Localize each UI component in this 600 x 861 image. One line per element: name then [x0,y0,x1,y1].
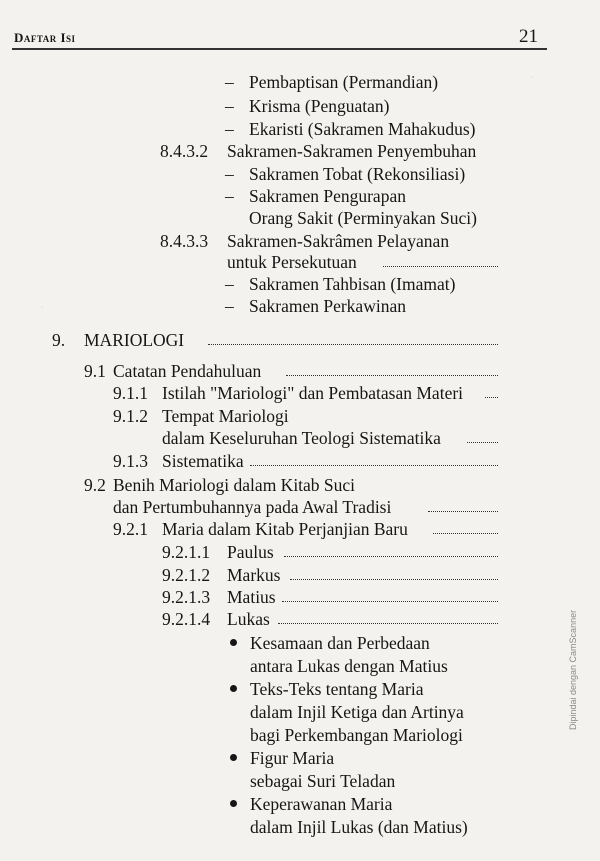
entry-number: 9.2 [84,475,106,495]
entry-text: Keperawanan Maria [250,794,393,814]
entry-text: MARIOLOGI [84,330,185,350]
dot-leader [278,623,498,624]
dot-leader [485,397,498,398]
entry-number: 9.2.1 [113,519,148,539]
entry-text: dalam Injil Ketiga dan Artinya [250,702,464,722]
dash-marker: – [225,274,234,294]
entry-number: 9.1.2 [113,406,148,426]
dot-leader [284,556,498,557]
dash-marker: – [225,186,234,206]
entry-text: Pembaptisan (Permandian) [249,72,439,92]
dot-leader [467,442,498,443]
entry-text: Sakramen-Sakramen Penyembuhan [227,141,477,161]
dash-marker: – [225,72,234,92]
bleed-through-mark: · [530,70,534,84]
entry-text: Benih Mariologi dalam Kitab Suci [113,475,356,495]
dot-leader [282,601,498,602]
bullet-marker [230,685,237,692]
entry-text: Sakramen Tahbisan (Imamat) [249,274,456,294]
entry-text: Lukas [227,609,270,629]
entry-text: Sakramen-Sakrâmen Pelayanan [227,231,450,251]
dash-marker: – [225,164,234,184]
entry-number: 9.1.3 [113,451,148,471]
scanner-watermark: Dipindai dengan CamScanner [568,609,578,730]
entry-text: Catatan Pendahuluan [113,361,262,381]
entry-number: 9.2.1.4 [162,609,211,629]
entry-number: 9.2.1.3 [162,587,211,607]
page-number: 21 [519,26,538,47]
entry-text: Sistematika [162,451,244,471]
dash-marker: – [225,296,234,316]
entry-text: Orang Sakit (Perminyakan Suci) [249,208,477,228]
entry-text: Ekaristi (Sakramen Mahakudus) [249,119,476,139]
dot-leader [208,344,498,345]
dash-marker: – [225,96,234,116]
bullet-marker [230,800,237,807]
entry-number: 9.2.1.2 [162,565,211,585]
entry-text: Markus [227,565,281,585]
entry-text: sebagai Suri Teladan [250,771,396,791]
entry-text: Kesamaan dan Perbedaan [250,633,430,653]
entry-text: dalam Injil Lukas (dan Matius) [250,817,468,837]
dot-leader [383,266,498,267]
entry-number: 9.2.1.1 [162,542,211,562]
entry-text: dalam Keseluruhan Teologi Sistematika [162,428,441,448]
bullet-marker [230,754,237,761]
entry-text: Paulus [227,542,274,562]
entry-text: Teks-Teks tentang Maria [250,679,424,699]
bullet-marker [230,639,237,646]
dash-marker: – [225,119,234,139]
entry-number: 8.4.3.3 [160,231,209,251]
entry-text: Matius [227,587,276,607]
entry-text: untuk Persekutuan [227,252,357,272]
entry-text: Krisma (Penguatan) [249,96,390,116]
dot-leader [250,465,498,466]
entry-number: 9.1.1 [113,383,148,403]
entry-text: Sakramen Tobat (Rekonsiliasi) [249,164,466,184]
dot-leader [428,511,498,512]
dot-leader [286,375,498,376]
entry-text: antara Lukas dengan Matius [250,656,448,676]
dot-leader [290,579,498,580]
entry-number: 9. [52,330,66,350]
entry-text: bagi Perkembangan Mariologi [250,725,463,745]
entry-number: 8.4.3.2 [160,141,209,161]
entry-text: Sakramen Pengurapan [249,186,406,206]
entry-text: Figur Maria [250,748,335,768]
entry-text: Sakramen Perkawinan [249,296,406,316]
running-header-title: Daftar Isi [14,30,76,45]
entry-text: Maria dalam Kitab Perjanjian Baru [162,519,408,539]
header-rule [12,48,547,50]
entry-text: Tempat Mariologi [162,406,289,426]
bleed-through-mark: · [40,300,44,314]
dot-leader [433,533,498,534]
entry-text: dan Pertumbuhannya pada Awal Tradisi [113,497,392,517]
entry-number: 9.1 [84,361,106,381]
entry-text: Istilah "Mariologi" dan Pembatasan Materi [162,383,464,403]
